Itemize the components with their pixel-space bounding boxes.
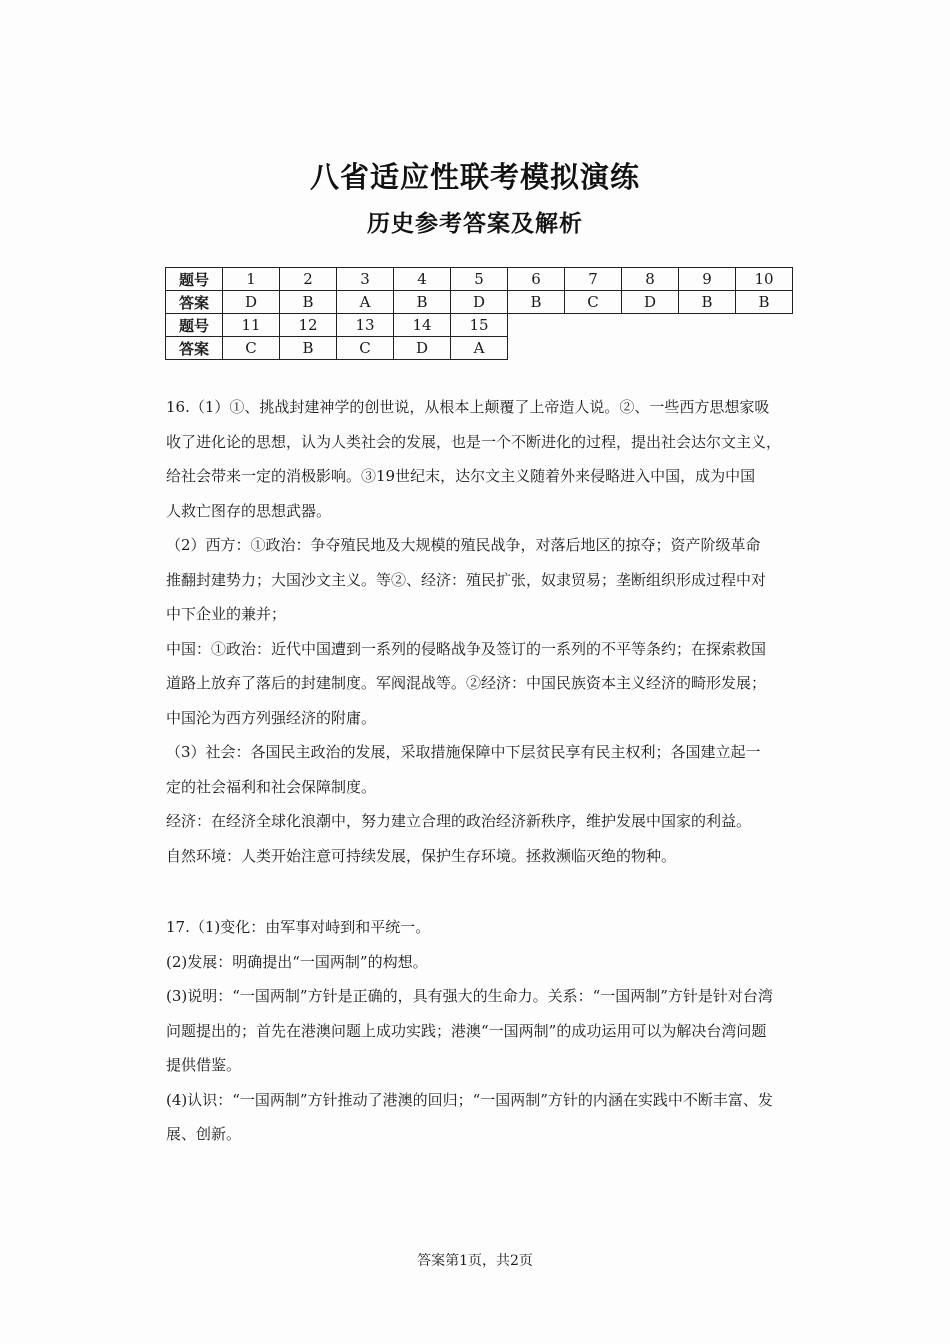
question-number: 2 [280,268,337,291]
question-number: 4 [394,268,451,291]
row-header-answer: 答案 [166,337,223,360]
answer-cell: D [223,291,280,314]
question-number: 10 [736,268,793,291]
question-number: 1 [223,268,280,291]
document-title: 八省适应性联考模拟演练 [309,160,640,194]
question-17-answer [166,910,786,1152]
row-header-number: 题号 [166,268,223,291]
answer-line: 中国沦为西方列强经济的附庸。 [166,708,377,727]
answer-cell: B [508,291,565,314]
answer-line: （3）社会：各国民主政治的发展，采取措施保障中下层贫民享有民主权利；各国建立起一 [166,743,761,761]
answer-line: 中国：①政治：近代中国遭到一系列的侵略战争及签订的一系列的不平等条约；在探索救国 [166,639,767,658]
answer-cell: A [451,337,508,360]
answer-line: 中下企业的兼并； [166,605,287,623]
answer-line: 道路上放弃了落后的封建制度。军阀混战等。②经济：中国民族资本主义经济的畸形发展； [166,674,767,692]
answer-table [165,267,793,360]
table-row [166,314,793,337]
document-subtitle: 历史参考答案及解析 [367,210,583,237]
answer-line: 给社会带来一定的消极影响。③19世纪末，达尔文主义随着外来侵略进入中国，成为中国 [166,467,756,485]
answer-line: 提供借鉴。 [166,1056,242,1074]
answer-cell: B [679,291,736,314]
answer-cell: C [565,291,622,314]
answer-cell: D [394,337,451,360]
answer-line: 推翻封建势力；大国沙文主义。等②、经济：殖民扩张，奴隶贸易；垄断组织形成过程中对 [166,570,767,589]
answer-line: 收了进化论的思想，认为人类社会的发展，也是一个不断进化的过程，提出社会达尔文主义， [166,432,782,451]
answer-line: 问题提出的；首先在港澳问题上成功实践；港澳“一国两制”的成功运用可以为解决台湾问题 [166,1021,767,1040]
answer-cell: C [337,337,394,360]
page-footer: 答案第1页，共2页 [417,1253,533,1269]
question-number: 15 [451,314,508,337]
answer-line: 16.（1）①、挑战封建神学的创世说，从根本上颠覆了上帝造人说。②、一些西方思想家吸 [166,398,770,416]
empty-cell [508,337,793,360]
answer-line: 自然环境：人类开始注意可持续发展，保护生存环境。拯救濒临灭绝的物种。 [166,846,677,865]
question-number: 11 [223,314,280,337]
answer-line: （2）西方：①政治：争夺殖民地及大规模的殖民战争，对落后地区的掠夺；资产阶级革命 [166,536,761,554]
question-number: 13 [337,314,394,337]
answer-line: (2)发展：明确提出“一国两制”的构想。 [166,952,428,971]
question-number: 8 [622,268,679,291]
answer-cell: D [622,291,679,314]
row-header-answer: 答案 [166,291,223,314]
answer-cell: A [337,291,394,314]
question-number: 12 [280,314,337,337]
answer-cell: D [451,291,508,314]
question-number: 3 [337,268,394,291]
answer-line: (3)说明：“一国两制”方针是正确的，具有强大的生命力。关系：“一国两制”方针是针对台湾 [166,987,773,1005]
answer-line: 人救亡图存的思想武器。 [166,501,332,520]
table-row [166,291,793,314]
answer-line: 17.（1)变化：由军事对峙到和平统一。 [166,918,431,936]
question-number: 6 [508,268,565,291]
question-number: 14 [394,314,451,337]
answer-cell: B [394,291,451,314]
answer-cell: B [280,291,337,314]
answer-line: 经济：在经济全球化浪潮中，努力建立合理的政治经济新秩序，维护发展中国家的利益。 [166,812,752,830]
table-row [166,268,793,291]
answer-line: 展、创新。 [166,1125,242,1143]
answer-cell: B [280,337,337,360]
question-number: 9 [679,268,736,291]
answer-cell: C [223,337,280,360]
question-number: 5 [451,268,508,291]
answer-cell: B [736,291,793,314]
answer-line: 定的社会福利和社会保障制度。 [166,777,377,796]
question-number: 7 [565,268,622,291]
answer-line: (4)认识：“一国两制”方针推动了港澳的回归；“一国两制”方针的内涵在实践中不断丰富、发 [166,1090,773,1109]
table-row [166,337,793,360]
question-16-answer [166,390,786,873]
row-header-number: 题号 [166,314,223,337]
empty-cell [508,314,793,337]
